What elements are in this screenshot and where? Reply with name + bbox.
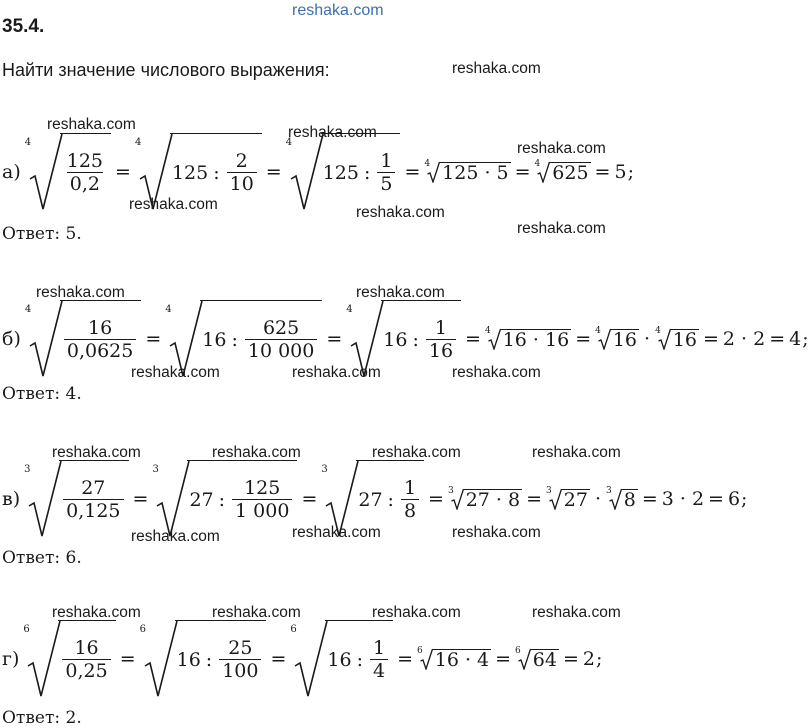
- watermark: reshaka.com: [131, 528, 220, 545]
- radical-big: 3 $\frac{27}{0,125}$: [24, 460, 128, 538]
- radical-big: 6 16 : $\frac{25}{100}$: [140, 620, 267, 698]
- item-label-d: г): [2, 648, 20, 670]
- result-d: 2: [582, 648, 595, 670]
- radical-small: 6 64: [515, 646, 557, 671]
- result-a: 5: [614, 161, 627, 183]
- fraction: $\frac{125}{0,2}$: [66, 150, 104, 195]
- radical-small: 4 625: [534, 159, 589, 184]
- answer-b: Ответ: 4.: [2, 384, 82, 404]
- radical-small: 4 16: [655, 326, 697, 351]
- watermark: reshaka.com: [52, 604, 141, 621]
- radical-big: 4 $\frac{125}{0,2}$: [25, 133, 111, 211]
- fraction: $\frac{2}{10}$: [227, 150, 257, 195]
- radical-big: 3 27 : $\frac{1}{8}$: [321, 460, 424, 538]
- watermark: reshaka.com: [292, 364, 381, 381]
- watermark: reshaka.com: [372, 604, 461, 621]
- watermark: reshaka.com: [517, 220, 606, 237]
- radical-big: 6 $\frac{16}{0,25}$: [23, 620, 115, 698]
- fraction: $\frac{27}{0,125}$: [63, 477, 123, 522]
- result-b: 4: [789, 328, 802, 350]
- problem-number: 35.4.: [2, 16, 45, 37]
- watermark: reshaka.com: [212, 604, 301, 621]
- fraction: $\frac{25}{100}$: [219, 637, 261, 682]
- radical-big: 4 125 : $\frac{2}{10}$: [135, 133, 262, 211]
- result-c: 6: [727, 488, 741, 510]
- watermark: reshaka.com: [517, 140, 606, 157]
- fraction: $\frac{1}{4}$: [370, 637, 388, 682]
- watermark: reshaka.com: [288, 124, 377, 141]
- radical-small: 4 16 · 16: [484, 326, 570, 351]
- item-label-c: в): [2, 488, 21, 510]
- answer-c: Ответ: 6.: [2, 548, 82, 568]
- radical-small: 4 125 · 5: [424, 159, 509, 184]
- fraction: $\frac{1}{16}$: [426, 317, 456, 362]
- fraction: $\frac{1}{8}$: [401, 477, 419, 522]
- solution-d: г) 6 $\frac{16}{0,25}$ = 6 16 : $\frac{25}{100}$ = 6 16 : $\frac{1}{4}$ = 6 16 · 4 = 6 64 = 2 ;: [2, 620, 602, 698]
- watermark: reshaka.com: [292, 2, 384, 19]
- radical-big: 4 16 : $\frac{1}{16}$: [346, 300, 461, 378]
- fraction: $\frac{125}{1 000}$: [232, 477, 292, 522]
- radical-small: 3 8: [605, 486, 636, 511]
- watermark: reshaka.com: [292, 524, 381, 541]
- radical-big: 3 27 : $\frac{125}{1 000}$: [152, 460, 297, 538]
- watermark: reshaka.com: [356, 284, 445, 301]
- solution-c: в) 3 $\frac{27}{0,125}$ = 3 27 : $\frac{125}{1 000}$ = 3 27 : $\frac{1}{8}$ = 3 27 · 8 = 3 27 · 3 8 = 3 · 2 = 6 ;: [2, 460, 747, 538]
- watermark: reshaka.com: [356, 204, 445, 221]
- watermark: reshaka.com: [47, 116, 136, 133]
- watermark: reshaka.com: [212, 444, 301, 461]
- watermark: reshaka.com: [452, 60, 541, 77]
- radical-big: 6 16 : $\frac{1}{4}$: [290, 620, 393, 698]
- answer-d: Ответ: 2.: [2, 708, 82, 728]
- watermark: reshaka.com: [452, 524, 541, 541]
- fraction: $\frac{1}{5}$: [377, 150, 395, 195]
- watermark: reshaka.com: [36, 284, 125, 301]
- watermark: reshaka.com: [532, 444, 621, 461]
- task-text: Найти значение числового выражения:: [2, 60, 330, 80]
- fraction: $\frac{16}{0,0625}$: [64, 317, 136, 362]
- item-label-b: б): [2, 328, 21, 350]
- radical-big: 4 $\frac{16}{0,0625}$: [25, 300, 141, 378]
- solution-a: а) 4 $\frac{125}{0,2}$ = 4 125 : $\frac{2}{10}$ = 4 125 : $\frac{1}{5}$ = 4 125 · 5 = 4 625 = 5 ;: [2, 133, 634, 211]
- radical-small: 4 16: [595, 326, 638, 351]
- watermark: reshaka.com: [52, 444, 141, 461]
- fraction: $\frac{16}{0,25}$: [62, 637, 110, 682]
- radical-small: 3 27: [546, 486, 588, 511]
- watermark: reshaka.com: [532, 604, 621, 621]
- watermark: reshaka.com: [129, 196, 218, 213]
- radical-small: 3 27 · 8: [447, 486, 521, 511]
- radical-big: 4 125 : $\frac{1}{5}$: [286, 133, 401, 211]
- solution-b: б) 4 $\frac{16}{0,0625}$ = 4 16 : $\frac{625}{10 000}$ = 4 16 : $\frac{1}{16}$ = 4 16 · 16 = 4 16 · 4 16 = 2 · 2 = 4 ;: [2, 300, 809, 378]
- answer-a: Ответ: 5.: [2, 224, 82, 244]
- radical-big: 4 16 : $\frac{625}{10 000}$: [165, 300, 322, 378]
- radical-small: 6 16 · 4: [417, 646, 490, 671]
- watermark: reshaka.com: [372, 444, 461, 461]
- fraction: $\frac{625}{10 000}$: [245, 317, 317, 362]
- item-label-a: а): [2, 161, 21, 183]
- watermark: reshaka.com: [452, 364, 541, 381]
- watermark: reshaka.com: [131, 364, 220, 381]
